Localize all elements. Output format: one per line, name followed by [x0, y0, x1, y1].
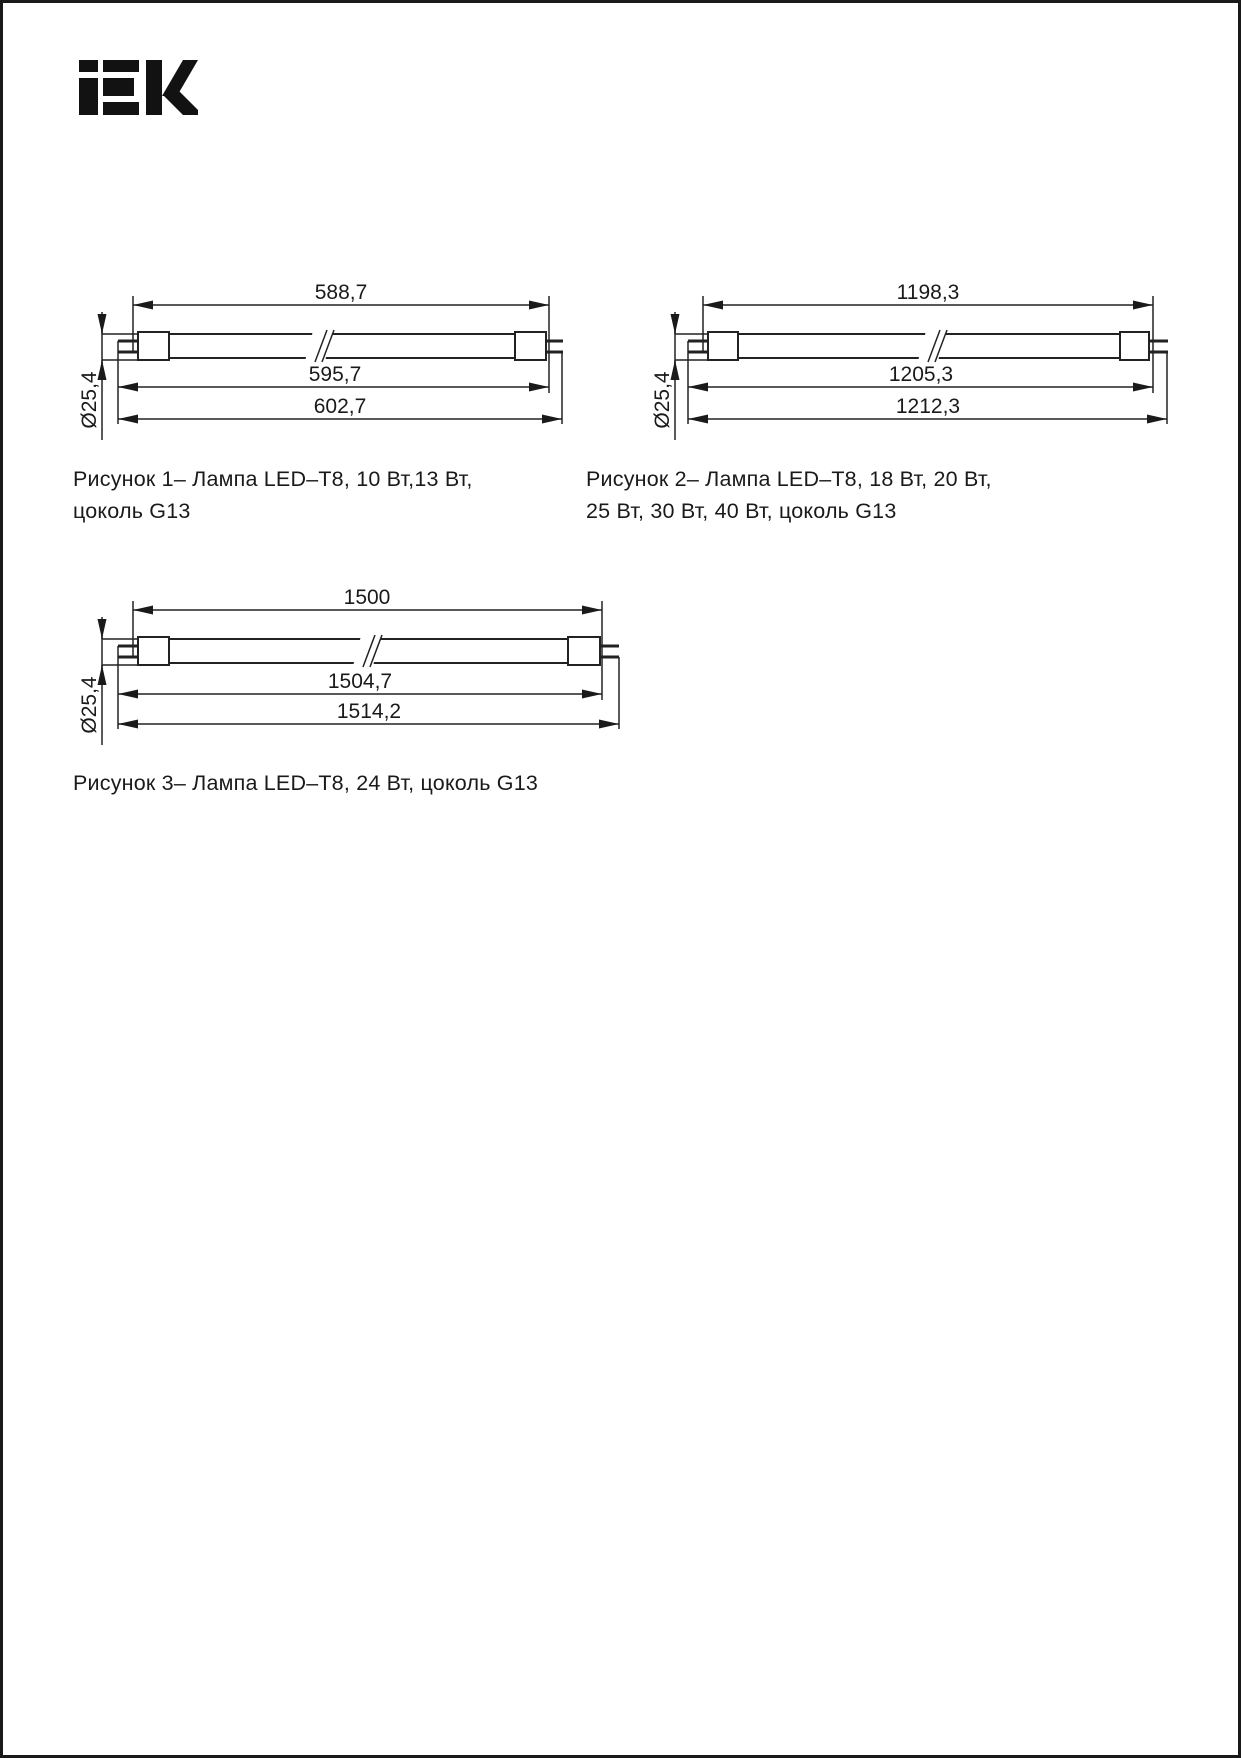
fig2-dimension-a: [703, 281, 1153, 305]
fig1-lamp: [118, 330, 563, 362]
fig3-dimension-b: [118, 670, 602, 694]
fig2-dimension-diameter: [651, 312, 675, 440]
figure2-caption-line1: Рисунок 2– Лампа LED–T8, 18 Вт, 20 Вт,: [586, 467, 992, 491]
figure1-caption-line2: цоколь G13: [73, 499, 191, 523]
figure2-caption: [586, 463, 992, 527]
fig2-dim-b-label: 1205,3: [888, 363, 954, 386]
fig1-dim-a-label: 588,7: [314, 281, 368, 304]
lamp-tube: [169, 334, 515, 358]
figure1-caption: [73, 463, 473, 527]
figure3-caption-line1: Рисунок 3– Лампа LED–T8, 24 Вт, цоколь G13: [73, 771, 539, 795]
fig3-dim-c-label: 1514,2: [336, 700, 402, 723]
lamp-cap-left: [138, 637, 169, 665]
iek-logo: [79, 60, 201, 120]
lamp-cap-left: [138, 332, 169, 360]
figure2-drawing: [588, 258, 1198, 453]
fig2-diameter-label: Ø25,4: [651, 371, 674, 429]
fig3-dimension-c: [118, 700, 619, 724]
lamp-cap-right: [515, 332, 546, 360]
figure3-drawing: [73, 563, 643, 758]
fig2-dimension-b: [688, 363, 1153, 387]
fig2-dimension-c: [688, 395, 1167, 419]
lamp-cap-left: [708, 332, 738, 360]
figure1-caption-line1: Рисунок 1– Лампа LED–T8, 10 Вт,13 Вт,: [73, 467, 473, 491]
fig3-dim-b-label: 1504,7: [327, 670, 393, 693]
fig1-dimension-c: [118, 395, 562, 419]
fig2-dim-a-label: 1198,3: [896, 281, 960, 304]
fig2-dim-c-label: 1212,3: [895, 395, 961, 418]
fig1-dim-b-label: 595,7: [308, 363, 362, 386]
fig1-dimension-a: [133, 281, 549, 305]
lamp-cap-right: [568, 637, 600, 665]
fig3-dimension-a: [133, 586, 602, 610]
figure2-caption-line2: 25 Вт, 30 Вт, 40 Вт, цоколь G13: [586, 499, 897, 523]
fig1-dim-c-label: 602,7: [313, 395, 367, 418]
fig1-dimension-b: [118, 363, 549, 387]
fig3-dim-a-label: 1500: [343, 586, 391, 609]
fig1-diameter-label: Ø25,4: [78, 371, 101, 429]
fig3-lamp: [118, 635, 619, 667]
fig3-diameter-label: Ø25,4: [78, 676, 101, 734]
fig1-dimension-diameter: [78, 312, 102, 440]
figure3-caption: [73, 767, 538, 799]
iek-logo-glyphs: [79, 60, 198, 115]
figure1-drawing: [73, 258, 578, 453]
fig2-lamp: [688, 330, 1168, 362]
fig3-dimension-diameter: [78, 617, 102, 745]
lamp-cap-right: [1120, 332, 1149, 360]
